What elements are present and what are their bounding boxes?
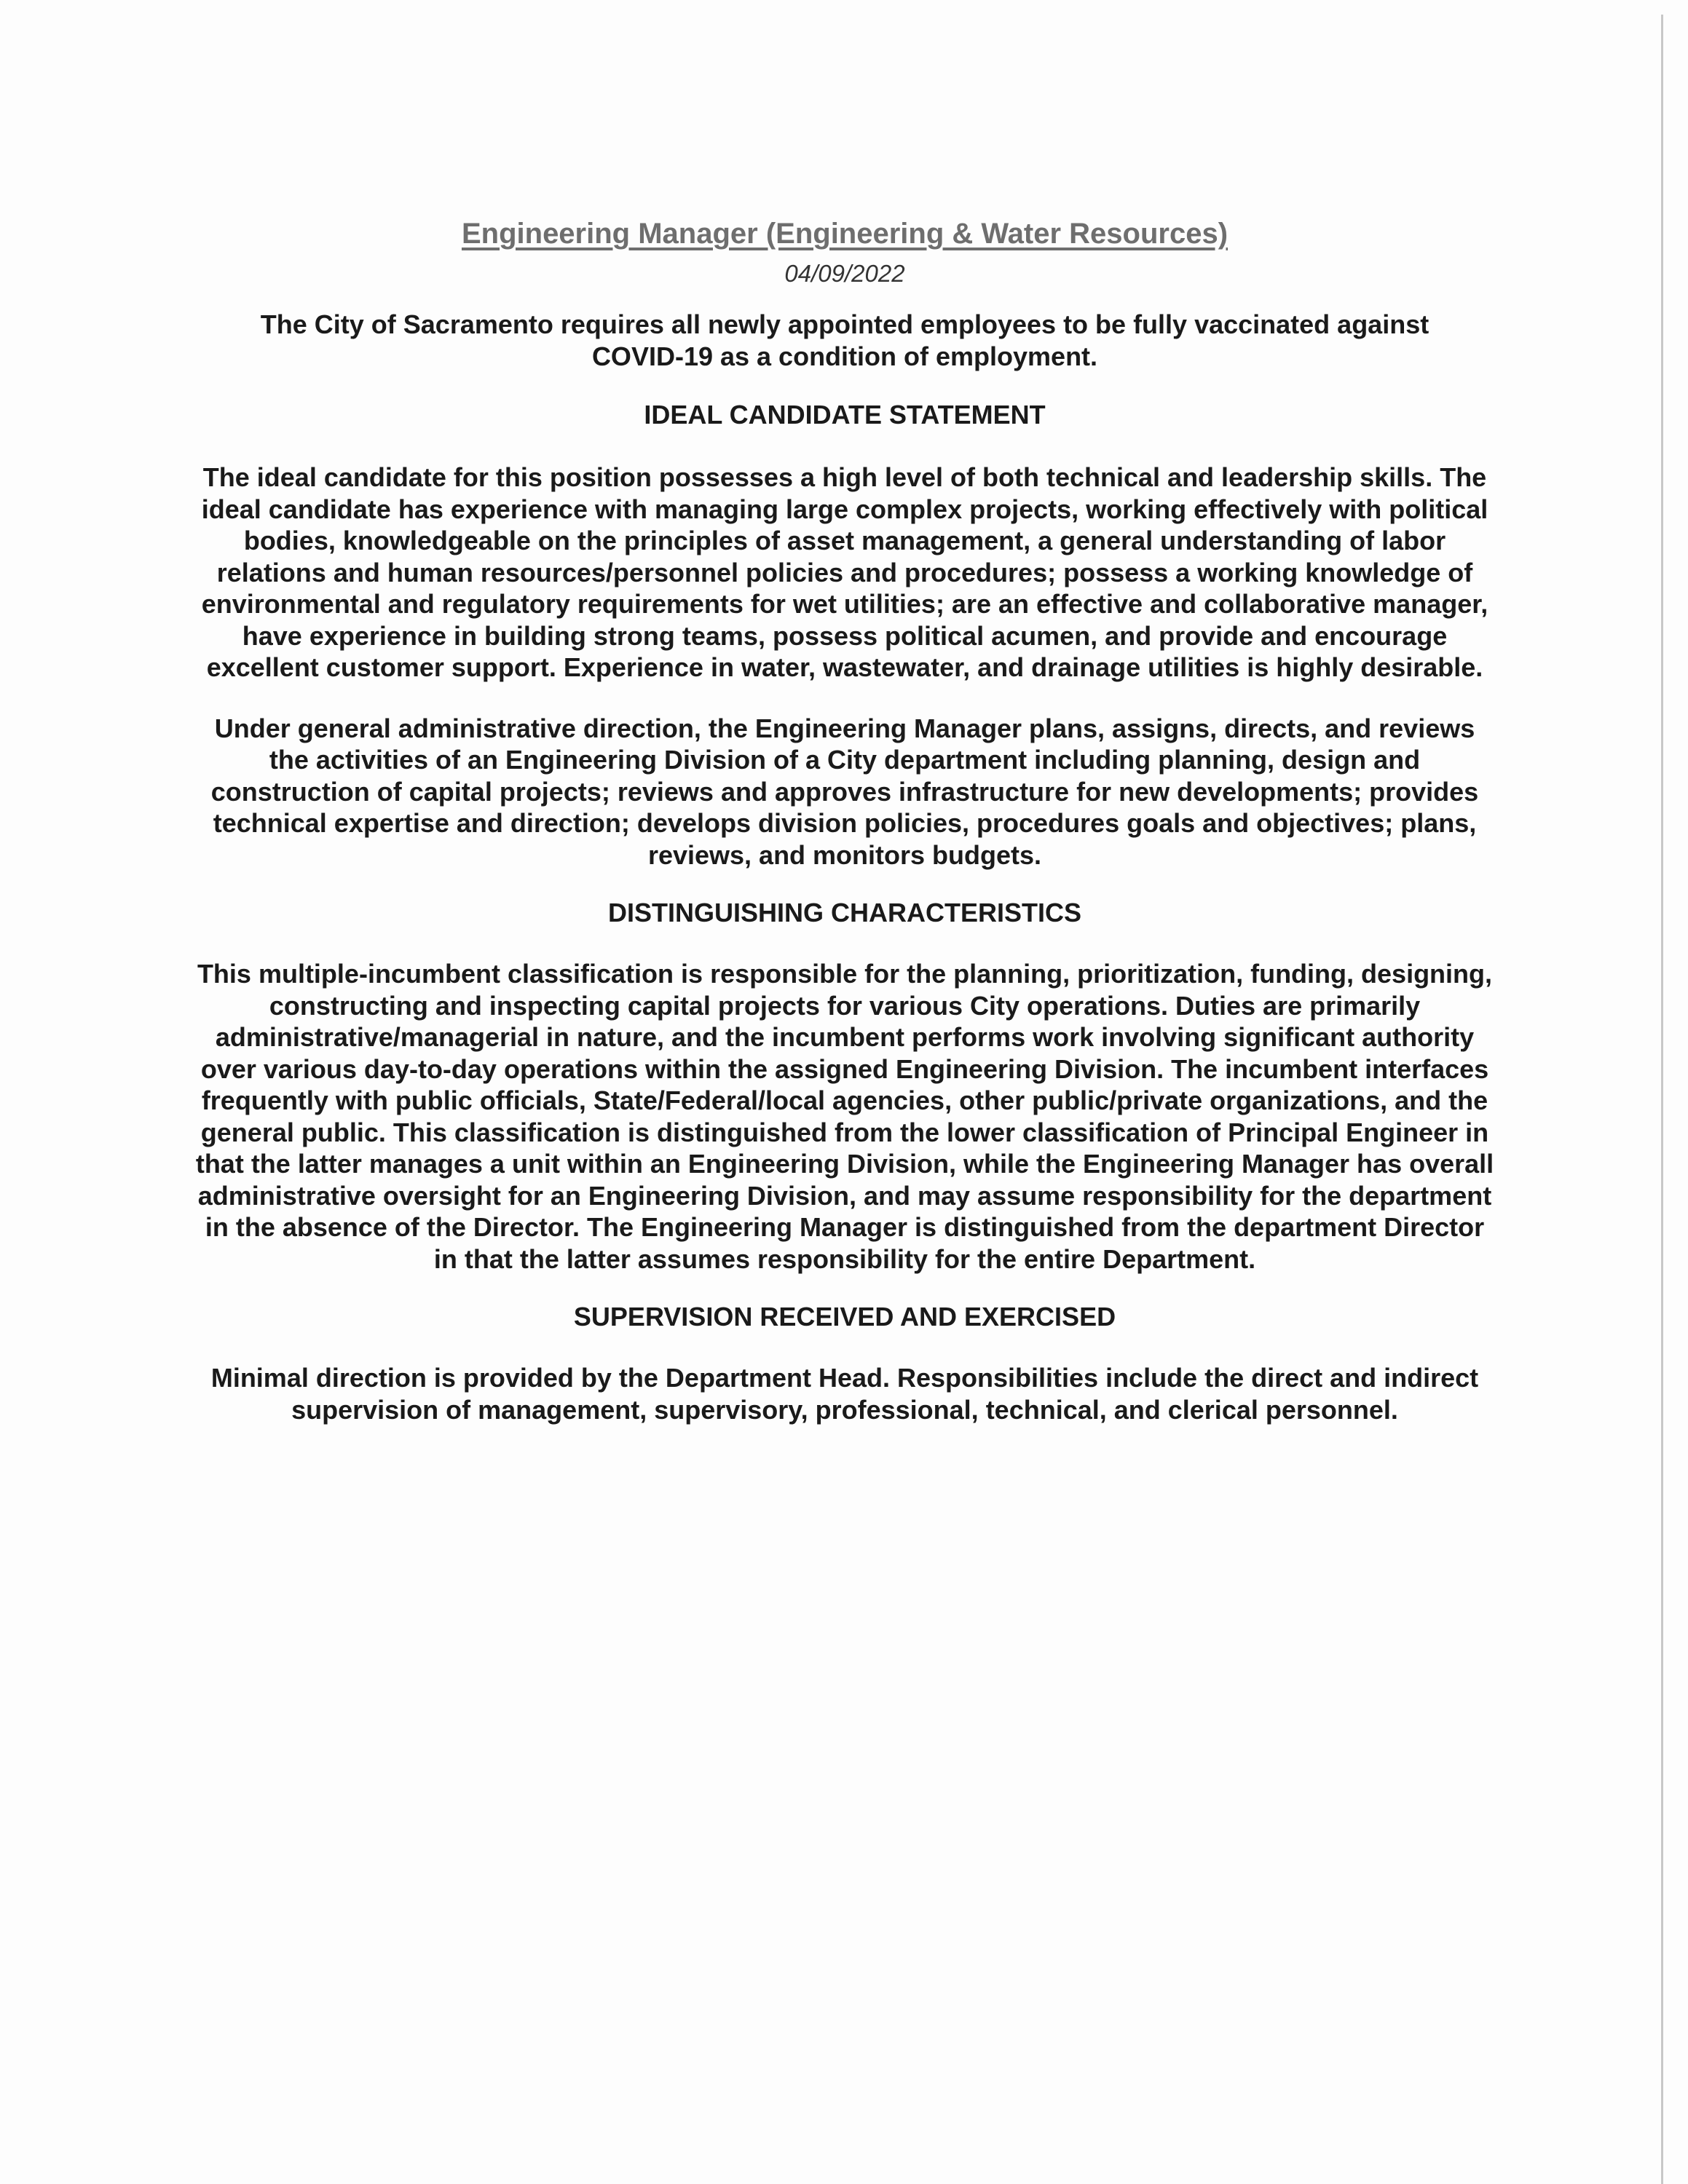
- document-date: 04/09/2022: [784, 260, 905, 287]
- document-body: [189, 215, 1500, 1425]
- supervision-paragraph: Minimal direction is provided by the Department Head. Responsibilities include the direct and indirect supervision of management, supervisory, professional, technical, and clerical personnel.: [210, 1363, 1479, 1425]
- ideal-candidate-heading: IDEAL CANDIDATE STATEMENT: [644, 400, 1046, 430]
- general-direction-paragraph: Under general administrative direction, the Engineering Manager plans, assigns, directs, and reviews the activities of an Engineering Division of a City department including planning, design and construction of capital projects; reviews and approves infrastructure for new developments; provides technical expertise and direction; develops division policies, procedures goals and objectives; plans, reviews, and monitors budgets.: [210, 713, 1479, 870]
- distinguishing-heading: DISTINGUISHING CHARACTERISTICS: [607, 898, 1082, 927]
- distinguishing-paragraph: This multiple-incumbent classification is responsible for the planning, prioritization, funding, designing, constructing and inspecting capital projects for various City operations. Duties are primarily administrative/managerial in nature, and the incumbent performs work involving significant authority over various day-to-day operations within the assigned Engineering Division. The incumbent interfaces frequently with public officials, State/Federal/local agencies, other public/private organizations, and the general public. This classification is distinguished from the lower classification of Principal Engineer in that the latter manages a unit within an Engineering Division, while the Engineering Manager has overall administrative oversight for an Engineering Division, and may assume responsibility for the department in the absence of the Director. The Engineering Manager is distinguished from the department Director in that the latter assumes responsibility for the entire Department.: [195, 959, 1494, 1274]
- document-title: Engineering Manager (Engineering & Water Resources): [461, 218, 1228, 250]
- supervision-heading: SUPERVISION RECEIVED AND EXERCISED: [573, 1302, 1116, 1332]
- scan-edge-line: [1661, 15, 1663, 2184]
- vaccination-notice: The City of Sacramento requires all newly appointed employees to be fully vaccinated against COVID-19 as a condition of employment.: [260, 309, 1429, 371]
- ideal-candidate-paragraph: The ideal candidate for this position possesses a high level of both technical and leadership skills. The ideal candidate has experience with managing large complex projects, working effectively with political bodies, knowledgeable on the principles of asset management, a general understanding of labor relations and human resources/personnel policies and procedures; possess a working knowledge of environmental and regulatory requirements for wet utilities; are an effective and collaborative manager, have experience in building strong teams, possess political acumen, and provide and encourage excellent customer support. Experience in water, wastewater, and drainage utilities is highly desirable.: [201, 462, 1488, 682]
